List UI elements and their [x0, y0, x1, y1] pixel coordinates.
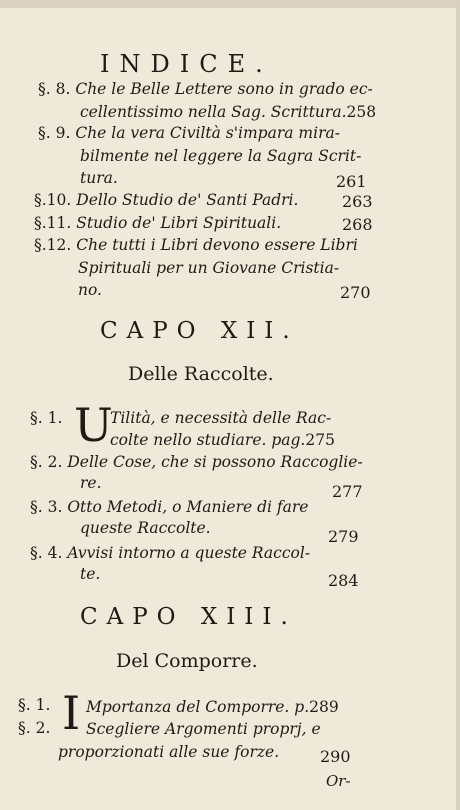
entry-s10: §.10. Dello Studio de' Santi Padri.	[34, 191, 299, 209]
entry-s11-page: 268	[342, 215, 373, 234]
entry-c12-s3-line1: §. 3. Otto Metodi, o Maniere di fare	[30, 498, 309, 516]
entry-s10-page: 263	[342, 192, 373, 211]
entry-s8-number: §. 8.	[38, 80, 71, 98]
entry-s9-number: §. 9.	[38, 124, 71, 142]
entry-s11: §.11. Studio de' Libri Spirituali.	[34, 214, 282, 232]
entry-c13-s2-line2: proporzionati alle sue forze.	[58, 743, 280, 761]
entry-s8-page: 258	[346, 103, 377, 121]
chapter-xii-title: Delle Raccolte.	[128, 363, 274, 385]
entry-c13-s1-line: Mportanza del Comporre. p.289	[86, 698, 339, 716]
page-right-edge	[456, 0, 460, 810]
entry-c13-s1-number: §. 1.	[18, 696, 51, 714]
entry-s9-line3: tura.	[80, 169, 118, 187]
drop-cap-i: I	[62, 686, 81, 740]
entry-c12-s2-line2: re.	[80, 474, 102, 492]
entry-c13-s2-number: §. 2.	[18, 719, 51, 737]
entry-s8-line1	[38, 80, 373, 98]
chapter-xiii-title: Del Comporre.	[116, 650, 258, 672]
page-top-edge	[0, 0, 460, 8]
entry-c12-s4-page: 284	[328, 571, 359, 590]
entry-c12-s1-line2: colte nello studiare. pag.275	[110, 431, 335, 449]
entry-c12-s3-page: 279	[328, 527, 359, 546]
entry-c13-s1-page: 289	[309, 698, 339, 716]
entry-c12-s1-number: §. 1.	[30, 409, 63, 427]
catchword: Or-	[326, 772, 351, 790]
entry-c12-s4-line1: §. 4. Avvisi intorno a queste Raccol-	[30, 544, 311, 562]
entry-s12-line1: §.12. Che tutti i Libri devono essere Libri	[34, 236, 358, 254]
entry-s9-line2: bilmente nel leggere la Sagra Scrit-	[80, 147, 362, 165]
drop-cap-u: U	[74, 398, 113, 452]
entry-s12-line3: no.	[78, 281, 102, 299]
entry-c12-s2-line1: §. 2. Delle Cose, che si possono Raccoglie-	[30, 453, 363, 471]
entry-s8-text-1: Che le Belle Lettere sono in grado ec-	[75, 80, 373, 98]
entry-s9-page: 261	[336, 172, 367, 191]
entry-c12-s3-line2: queste Raccolte.	[80, 519, 211, 537]
chapter-xiii-heading: CAPO XIII.	[80, 604, 297, 630]
entry-s9-line1: §. 9. Che la vera Civiltà s'impara mira-	[38, 124, 340, 142]
entry-c12-s2-page: 277	[332, 482, 363, 501]
chapter-xii-heading: CAPO XII.	[100, 318, 299, 344]
entry-c12-s1-line1: Tilità, e necessità delle Rac-	[110, 409, 332, 427]
entry-c12-s1-page: 275	[305, 431, 335, 449]
entry-c13-s2-page: 290	[320, 747, 351, 766]
entry-s8-line2: cellentissimo nella Sag. Scrittura.258	[80, 103, 377, 121]
entry-c12-s4-line2: te.	[80, 565, 101, 583]
page-heading: INDICE.	[100, 50, 273, 78]
entry-s12-page: 270	[340, 283, 371, 302]
entry-s12-line2: Spirituali per un Giovane Cristia-	[78, 259, 340, 277]
entry-c13-s2-line1: Scegliere Argomenti proprj, e	[86, 720, 321, 738]
